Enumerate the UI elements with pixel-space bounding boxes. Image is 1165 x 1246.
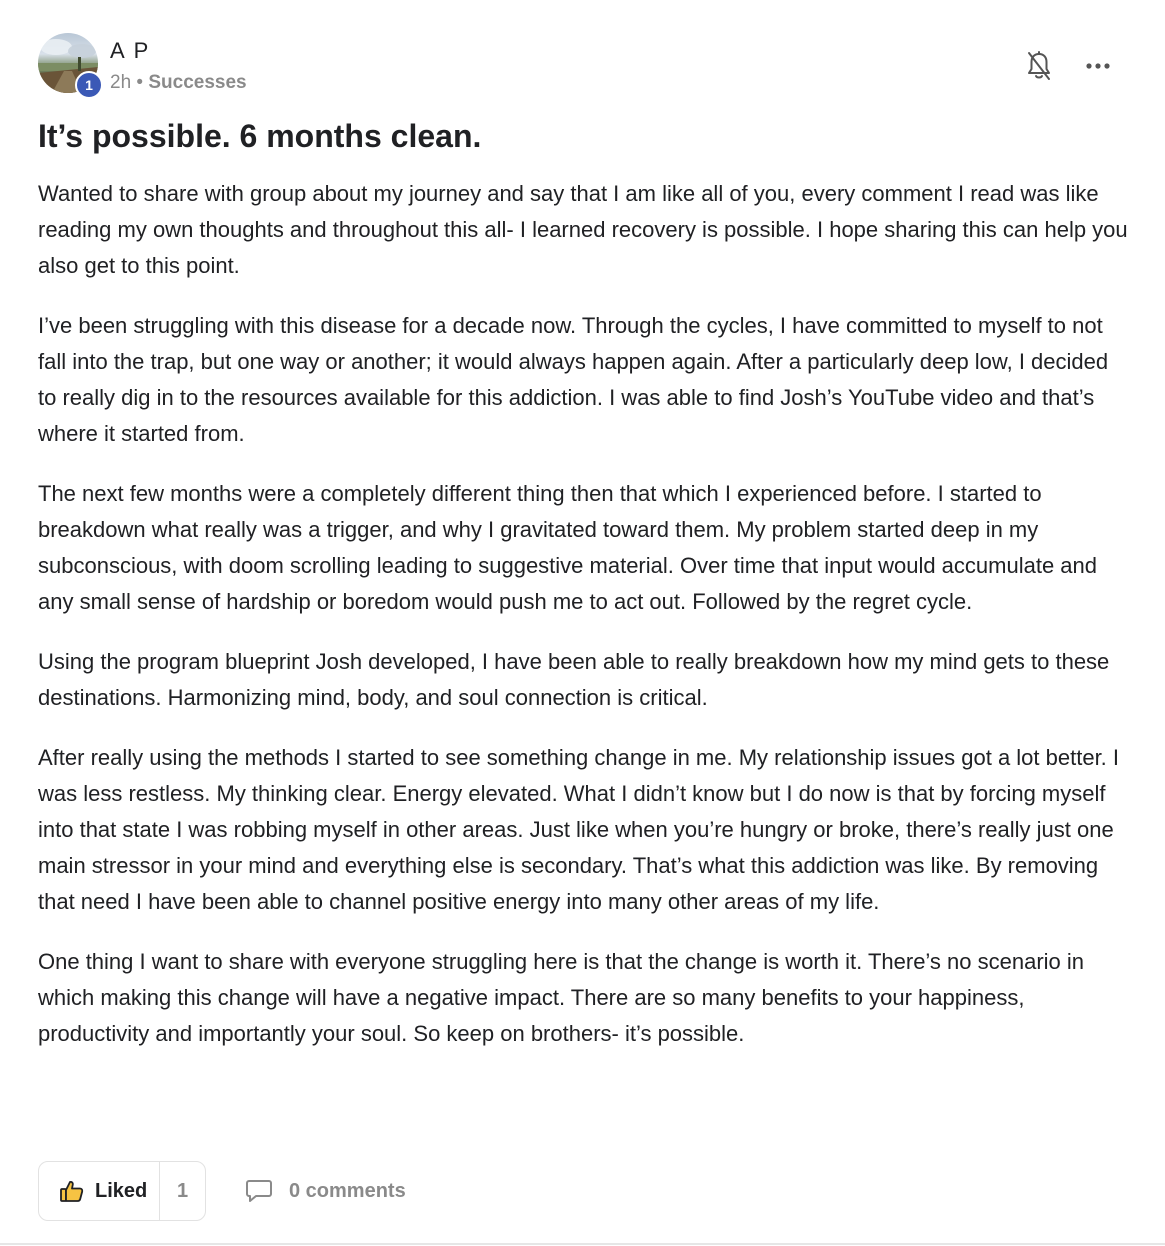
post-paragraph: One thing I want to share with everyone struggling here is that the change is worth it. There’s no scenario in which making this change will have a negative impact. There are so many benefits to your happiness, productivity and importantly your soul. So keep on brothers- it’s possible. (38, 949, 1084, 1046)
post-paragraph: Using the program blueprint Josh developed, I have been able to really breakdown how my mind gets to these destinations. Harmonizing mind, body, and soul connection is critical. (38, 649, 1110, 710)
post-paragraph: Wanted to share with group about my journey and say that I am like all of you, every comment I read was like reading my own thoughts and throughout this all- I learned recovery is possible. I hope sharing this can help you also get to this point. (38, 181, 1128, 278)
divider (0, 1243, 1165, 1245)
post-category[interactable]: Successes (148, 72, 247, 93)
author-avatar-wrapper[interactable] (38, 33, 98, 93)
like-label: Liked (95, 1179, 148, 1202)
post-paragraph: After really using the methods I started to see something change in me. My relationship issues got a lot better. I was less restless. My thinking clear. Energy elevated. What I didn’t know but I do now is that by forcing myself into that state I was robbing myself in other areas. Just like when you’re hungry or broke, there’s really just one main stressor in your mind and everything else is secondary. That’s what this addiction was like. By removing that need I have been able to channel positive energy into many other areas of my life. (38, 745, 1120, 914)
like-count[interactable]: 1 (176, 1179, 189, 1202)
author-name[interactable]: A P (110, 38, 151, 63)
meta-separator: • (136, 72, 144, 93)
thumbs-up-icon (59, 1178, 85, 1204)
post-paragraph: I’ve been struggling with this disease for a decade now. Through the cycles, I have committed to myself to not fall into the trap, but one way or another; it would always happen again. After a particularly deep low, I decided to really dig in to the resources available for this addiction. I was able to find Josh’s YouTube video and that’s where it started from. (38, 313, 1109, 446)
level-badge: 1 (75, 71, 103, 99)
bell-off-icon (1026, 51, 1052, 81)
post-paragraph: The next few months were a completely different thing then that which I experienced before. I started to breakdown what really was a trigger, and why I gravitated toward them. My problem started deep in my subconscious, with doom scrolling leading to suggestive material. Over time that input would accumulate and any small sense of hardship or boredom would push me to act out. Followed by the regret cycle. (38, 481, 1097, 614)
post-title: It’s possible. 6 months clean. (38, 118, 482, 154)
comments-label: 0 comments (289, 1179, 406, 1202)
comment-icon (245, 1178, 273, 1204)
comments-button[interactable] (245, 1177, 406, 1205)
more-horizontal-icon (1085, 62, 1111, 70)
post-meta (110, 72, 247, 94)
notifications-toggle-button[interactable] (1024, 49, 1054, 83)
more-options-button[interactable] (1082, 51, 1114, 81)
post-time: 2h (110, 72, 132, 93)
post-body (38, 176, 1128, 1076)
post-header (38, 33, 1128, 97)
like-button[interactable] (39, 1162, 160, 1220)
like-group (38, 1161, 206, 1221)
post-actions (38, 1161, 638, 1221)
